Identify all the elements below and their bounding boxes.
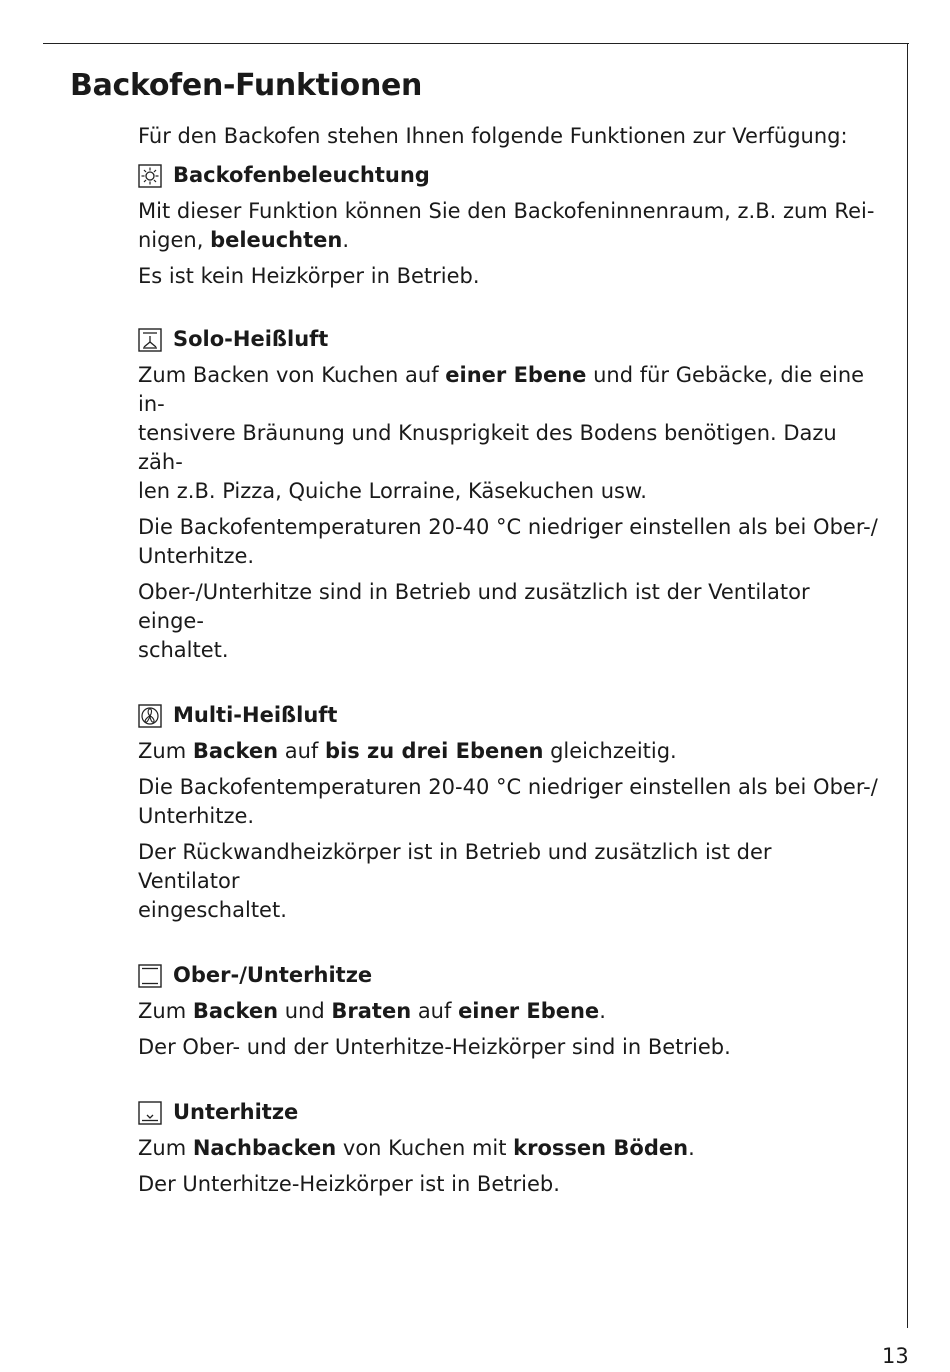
bottom-heat-icon xyxy=(138,1101,162,1125)
page-title: Backofen-Funktionen xyxy=(70,68,423,103)
section-paragraph xyxy=(138,197,878,255)
emphasis-text: Nachbacken xyxy=(192,1136,337,1160)
section-paragraph xyxy=(138,361,878,506)
section-paragraph xyxy=(138,1134,878,1163)
section-paragraph: Die Backofentemperaturen 20-40 °C niedriger einstellen als bei Ober-/ Unterhitze. xyxy=(138,515,878,568)
section-header xyxy=(138,701,878,730)
section-paragraph xyxy=(138,997,878,1026)
section-header xyxy=(138,325,878,354)
section-paragraph: Die Backofentemperaturen 20-40 °C niedriger einstellen als bei Ober-/ Unterhitze. xyxy=(138,775,878,828)
emphasis-text: Backen xyxy=(192,999,279,1023)
top-bottom-heat-icon xyxy=(138,964,162,988)
section-title: Unterhitze xyxy=(173,1100,299,1124)
section-title: Backofenbeleuchtung xyxy=(173,163,430,187)
intro-text: Für den Backofen stehen Ihnen folgende Funktionen zur Verfügung: xyxy=(138,124,848,148)
page-number: 13 xyxy=(882,1344,909,1368)
text-run: von Kuchen mit xyxy=(336,1136,514,1160)
emphasis-text: bis zu drei Ebenen xyxy=(324,739,544,763)
section-paragraph: Ober-/Unterhitze sind in Betrieb und zusätzlich ist der Ventilator einge- schaltet. xyxy=(138,580,810,662)
section-paragraph: Es ist kein Heizkörper in Betrieb. xyxy=(138,264,480,288)
emphasis-text: Braten xyxy=(331,999,412,1023)
section-header xyxy=(138,161,878,190)
text-run: . xyxy=(688,1136,695,1160)
oven-light-icon xyxy=(138,164,162,188)
text-run: Zum xyxy=(138,1136,193,1160)
text-run: Mit dieser Funktion können Sie den Backofeninnenraum, z.B. zum Rei- nigen, xyxy=(138,199,875,252)
top-border-rule xyxy=(43,43,909,44)
emphasis-text: beleuchten xyxy=(210,228,343,252)
section-title: Solo-Heißluft xyxy=(173,327,329,351)
emphasis-text: krossen Böden xyxy=(513,1136,689,1160)
solo-hot-air-icon xyxy=(138,328,162,352)
emphasis-text: einer Ebene xyxy=(445,363,587,387)
section-header xyxy=(138,961,878,990)
text-run: und xyxy=(278,999,332,1023)
emphasis-text: einer Ebene xyxy=(458,999,600,1023)
text-run: Zum xyxy=(138,739,193,763)
document-body xyxy=(138,122,878,1235)
text-run: . xyxy=(342,228,350,252)
section-title: Ober-/Unterhitze xyxy=(173,963,373,987)
text-run: . xyxy=(599,999,606,1023)
section-backofenbeleuchtung xyxy=(138,161,878,291)
text-run: Zum Backen von Kuchen auf xyxy=(138,363,446,387)
text-run: Zum xyxy=(138,999,193,1023)
multi-hot-air-fan-icon xyxy=(138,704,162,728)
section-paragraph: Der Ober- und der Unterhitze-Heizkörper sind in Betrieb. xyxy=(138,1035,731,1059)
right-border-rule xyxy=(907,43,908,1328)
section-multi-heissluft xyxy=(138,701,878,925)
section-paragraph xyxy=(138,737,878,766)
text-run: und für Gebäcke, die eine in- tensivere Bräunung und Knusprigkeit des Bodens benötigen. Dazu zäh- len z.B. Pizza, Quiche Lorraine, Käsekuchen usw. xyxy=(138,363,865,503)
section-unterhitze xyxy=(138,1098,878,1199)
section-paragraph: Der Rückwandheizkörper ist in Betrieb und zusätzlich ist der Ventilator eingeschaltet. xyxy=(138,840,772,922)
text-run: auf xyxy=(278,739,325,763)
emphasis-text: Backen xyxy=(192,739,279,763)
section-ober-unterhitze xyxy=(138,961,878,1062)
text-run: auf xyxy=(411,999,459,1023)
section-solo-heissluft xyxy=(138,325,878,665)
section-title: Multi-Heißluft xyxy=(173,703,338,727)
section-header xyxy=(138,1098,878,1127)
section-paragraph: Der Unterhitze-Heizkörper ist in Betrieb. xyxy=(138,1172,560,1196)
text-run: gleichzeitig. xyxy=(543,739,677,763)
